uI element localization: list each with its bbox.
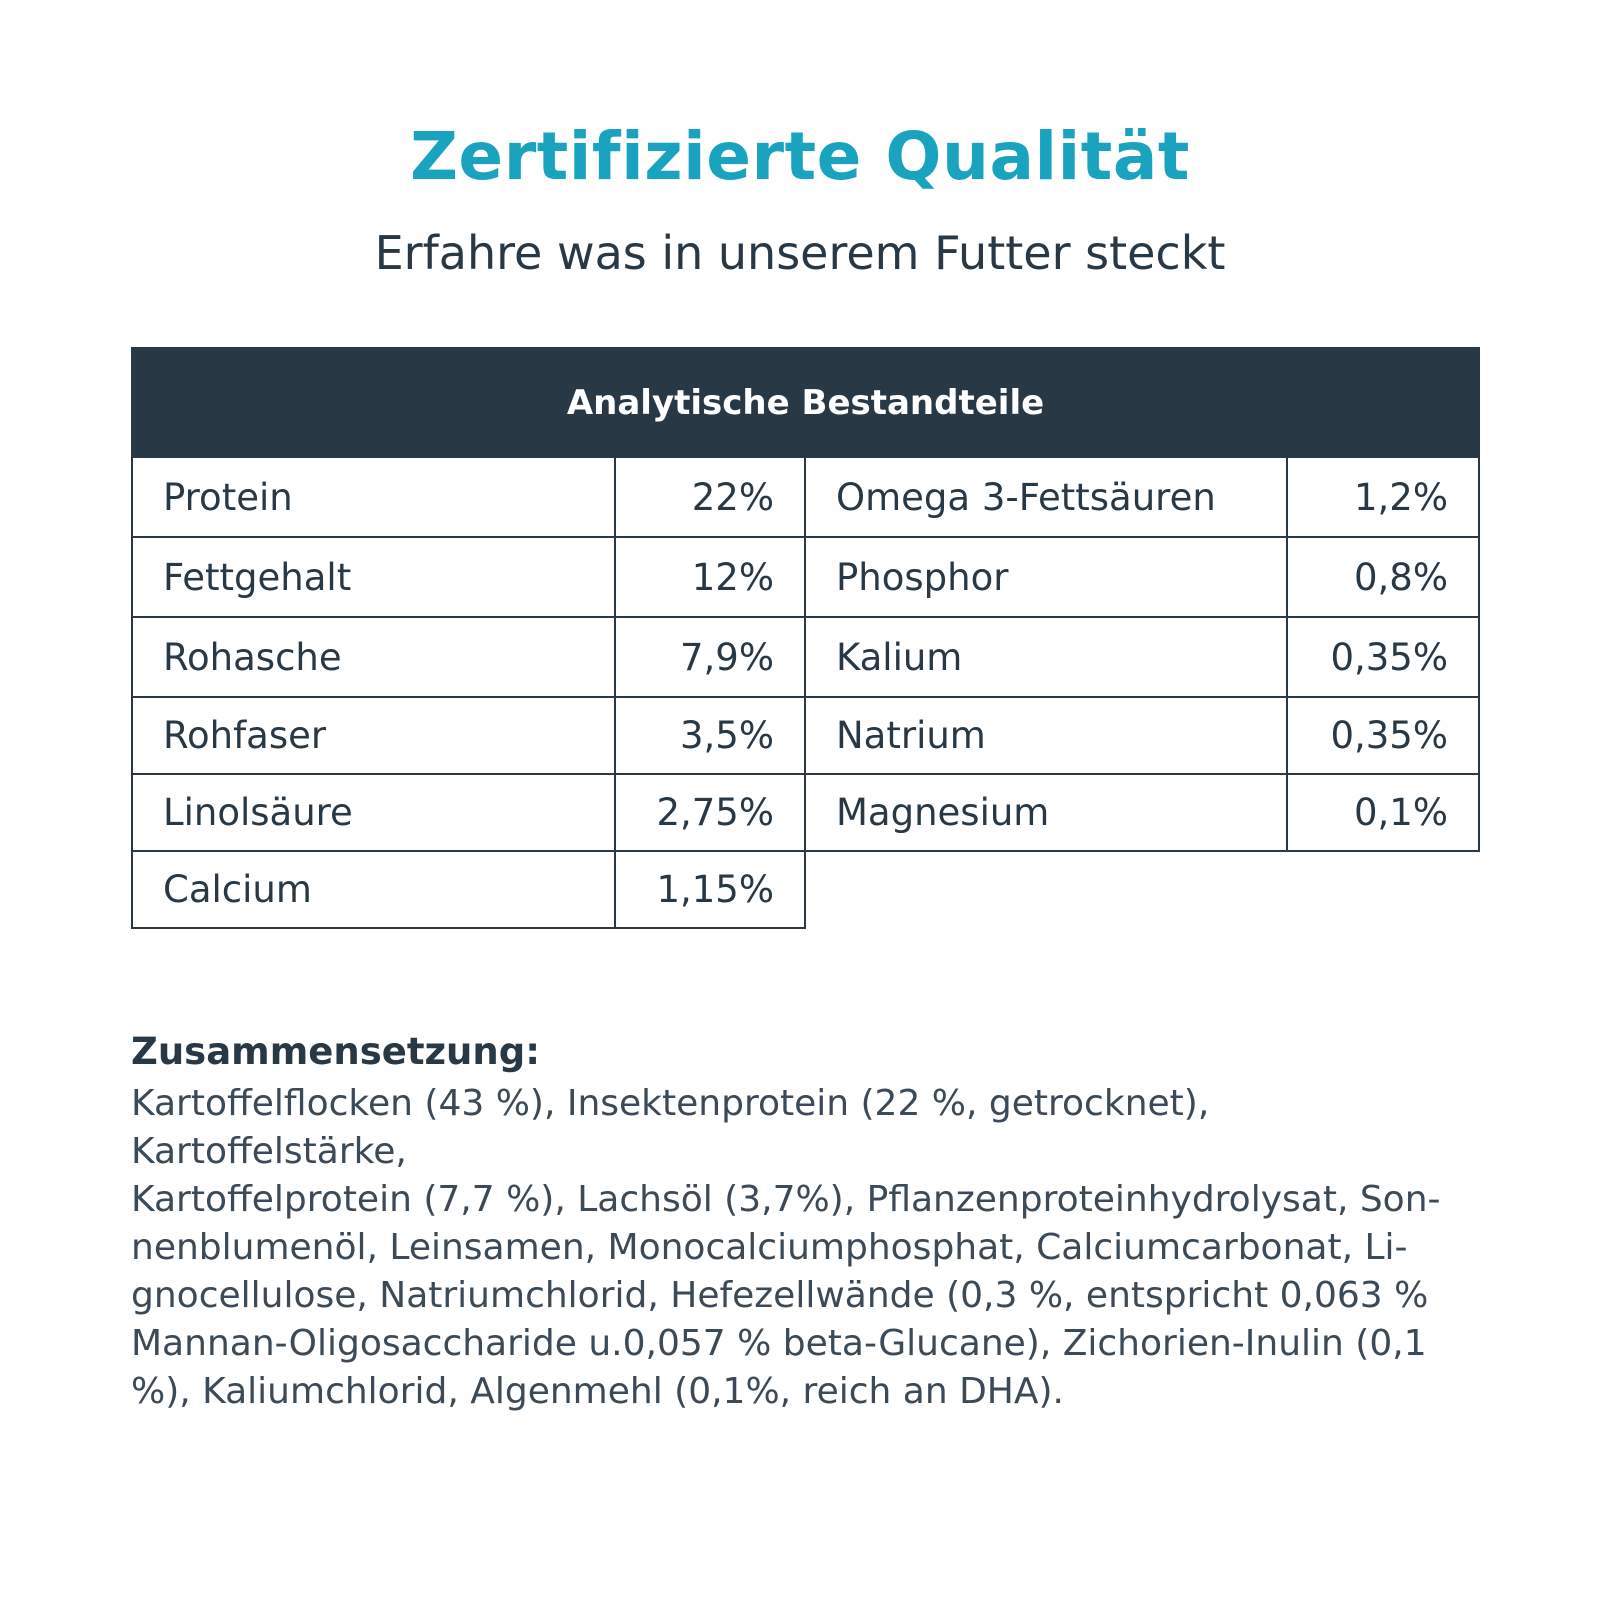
nutrient-value: 2,75% <box>656 791 774 834</box>
nutrient-value: 12% <box>691 555 774 599</box>
table-row <box>131 852 806 929</box>
table-row <box>806 775 1480 852</box>
analysis-table-right <box>806 458 1480 852</box>
nutrient-value: 22% <box>691 475 774 519</box>
nutrient-value: 1,15% <box>656 868 774 911</box>
nutrient-name: Fettgehalt <box>133 538 616 616</box>
nutrient-value: 0,1% <box>1354 791 1448 834</box>
page-title: Zertifizierte Qualität <box>410 118 1190 195</box>
composition-title: Zusammensetzung: <box>131 1030 541 1073</box>
table-row <box>131 775 806 852</box>
nutrient-name: Kalium <box>806 618 1288 696</box>
nutrient-name: Calcium <box>133 852 616 927</box>
nutrient-value: 7,9% <box>680 635 774 679</box>
nutrient-value: 1,2% <box>1354 475 1448 519</box>
nutrient-name: Natrium <box>806 698 1288 773</box>
table-row <box>131 458 806 538</box>
table-row <box>131 618 806 698</box>
nutrient-name: Magnesium <box>806 775 1288 850</box>
nutrient-name: Omega 3-Fettsäuren <box>806 458 1288 536</box>
table-heading-label: Analytische Bestandteile <box>566 382 1045 423</box>
analysis-table-left <box>131 458 806 929</box>
nutrient-value: 0,35% <box>1330 714 1448 757</box>
table-row <box>131 538 806 618</box>
nutrient-name: Phosphor <box>806 538 1288 616</box>
page-subtitle: Erfahre was in unserem Futter steckt <box>374 226 1226 280</box>
nutrient-name: Rohfaser <box>133 698 616 773</box>
composition-text: Kartoffelflocken (43 %), Insektenprotein (22 %, getrocknet), Kartoffelstärke, Kartoffelprotein (7,7 %), Lachsöl (3,7%), Pflanzenproteinhydrolysat, Son- nenblumenöl, Leinsamen, Monocalciumphosphat, Calciumcarbonat, Li- gnocellulose, Natriumchlorid, Hefezellwände (0,3 %, entspricht 0,063 % Mannan-Oligosaccharide u.0,057 % beta-Glucane), Zichorien-Inulin (0,1 %), Kaliumchlorid, Algenmehl (0,1%, reich an DHA). <box>131 1083 1441 1412</box>
nutrient-value: 0,8% <box>1354 555 1448 599</box>
table-row <box>131 698 806 775</box>
table-row <box>806 538 1480 618</box>
nutrient-name: Rohasche <box>133 618 616 696</box>
table-row <box>806 698 1480 775</box>
nutrient-name: Protein <box>133 458 616 536</box>
nutrient-value: 3,5% <box>680 714 774 757</box>
nutrient-value: 0,35% <box>1330 635 1448 679</box>
table-row <box>806 618 1480 698</box>
nutrient-name: Linolsäure <box>133 775 616 850</box>
table-heading <box>131 347 1480 458</box>
table-row <box>806 458 1480 538</box>
